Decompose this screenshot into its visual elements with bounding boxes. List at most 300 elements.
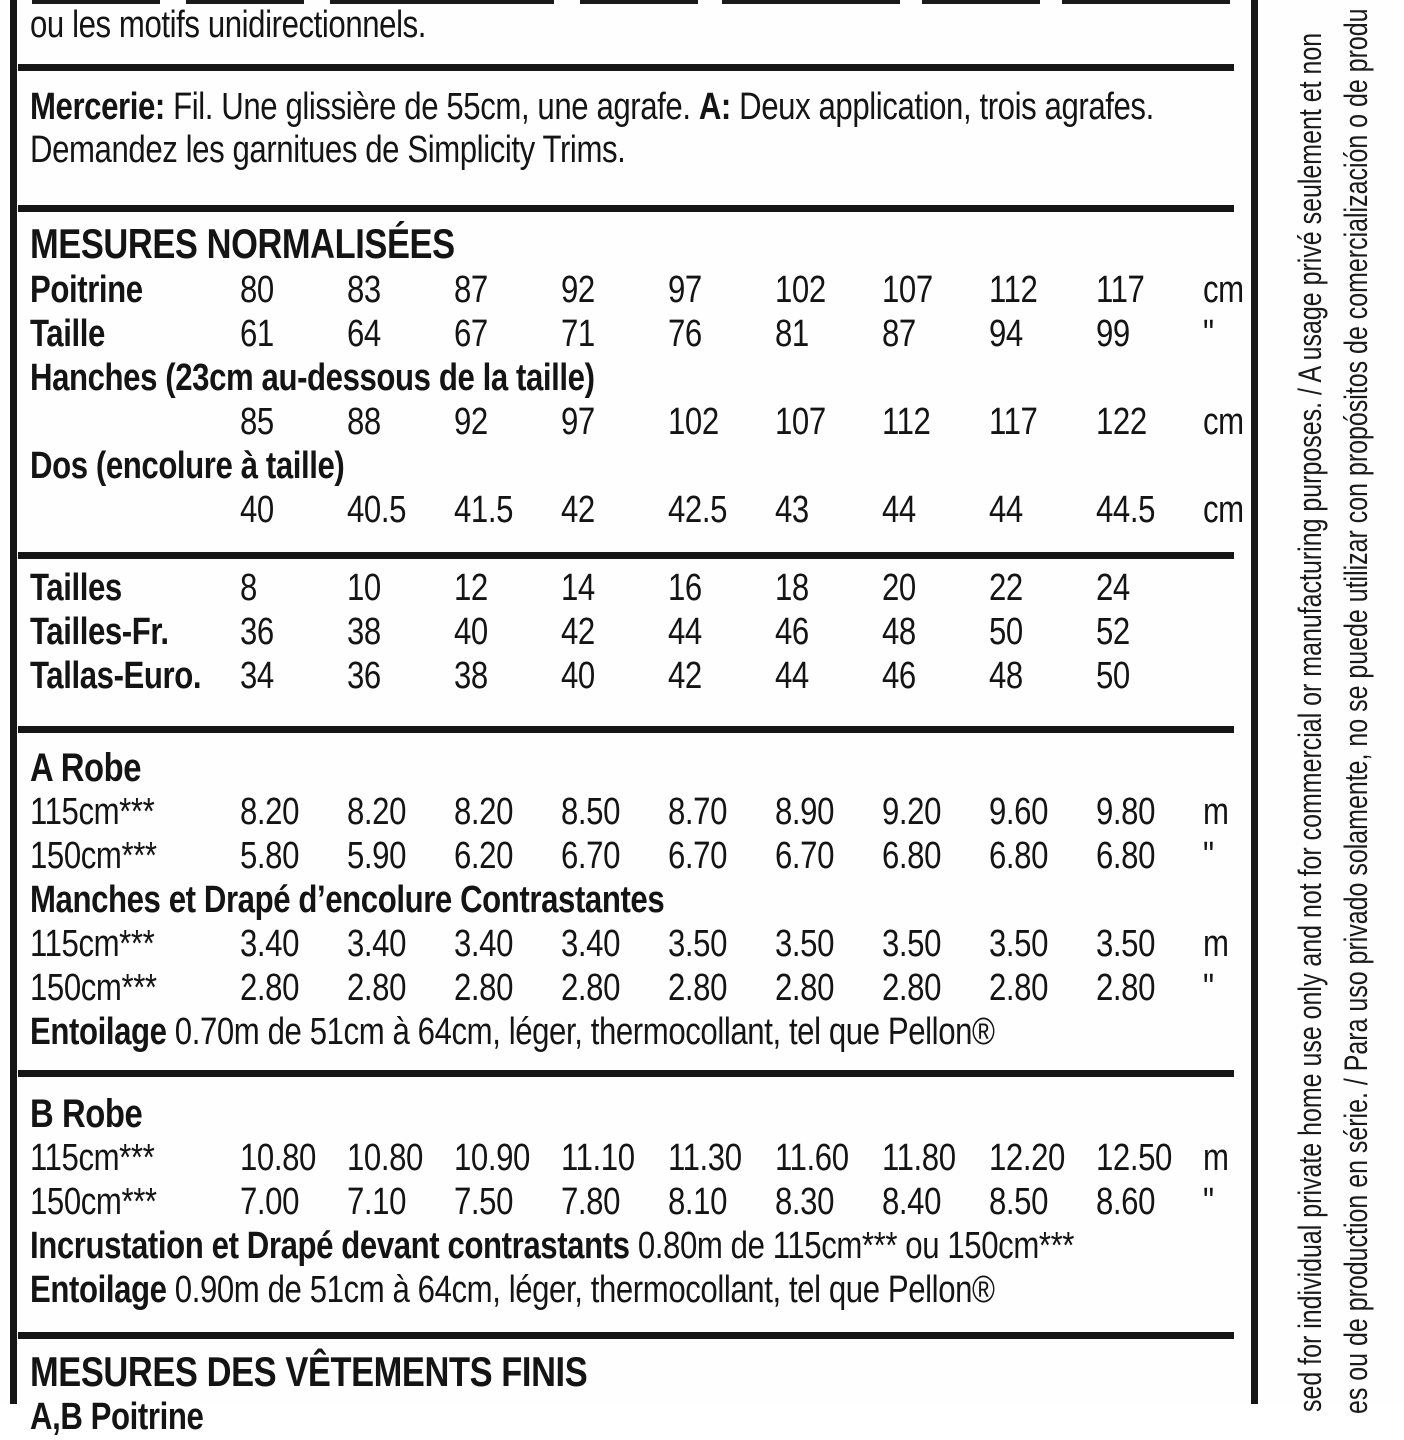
cell-text: 6.70 [561, 834, 621, 877]
horizontal-rule-2 [18, 205, 1234, 212]
cell-text: 8.20 [240, 790, 300, 833]
standard-measurements-title [30, 220, 1240, 268]
usage-notice-line-2: es ou de production en série. / Para uso privado solamente, no se puede utilizar con propósitos de comercialización o de produ [1338, 8, 1374, 1414]
value-cell [454, 401, 561, 444]
value-cell [989, 567, 1096, 610]
row-heading: Hanches (23cm au-dessous de la taille) [30, 356, 595, 399]
value-cell [1096, 967, 1203, 1010]
cell-text: m [1203, 1136, 1229, 1179]
sizes-table [30, 566, 1240, 698]
cell-text: 8.10 [668, 1180, 728, 1223]
table-row [30, 488, 1244, 532]
value-cell [882, 835, 989, 878]
cell-text: 36 [347, 654, 381, 697]
value-cell [1096, 313, 1203, 356]
table-row [30, 966, 1240, 1010]
notions-label: Mercerie: [30, 86, 165, 128]
cell-text: 38 [454, 654, 488, 697]
table-row [30, 400, 1244, 444]
value-cell [561, 313, 668, 356]
value-cell [668, 1137, 775, 1180]
row-label [30, 835, 240, 878]
cell-text: 3.50 [989, 922, 1049, 965]
unit-cell [1203, 611, 1240, 654]
cell-text: 2.80 [454, 966, 514, 1009]
cell-text: 36 [240, 610, 274, 653]
cell-text: 6.80 [989, 834, 1049, 877]
table-row [30, 1180, 1240, 1224]
value-cell [989, 313, 1096, 356]
cell-text: Tailles [30, 566, 122, 609]
value-cell [347, 1137, 454, 1180]
cell-text: 83 [347, 268, 381, 311]
unit-cell [1203, 401, 1253, 444]
value-cell [668, 923, 775, 966]
cell-text: 64 [347, 312, 381, 355]
unit-cell [1203, 923, 1240, 966]
value-cell [989, 489, 1096, 532]
cell-text: 8.90 [775, 790, 835, 833]
cell-text: 10.80 [347, 1136, 423, 1179]
cell-text: 5.80 [240, 834, 300, 877]
cell-text: 6.80 [1096, 834, 1156, 877]
value-cell [347, 401, 454, 444]
row-label [30, 1137, 240, 1180]
value-cell [240, 835, 347, 878]
row-label [30, 269, 240, 312]
interfacing-label: Entoilage [30, 1268, 167, 1311]
value-cell [668, 1181, 775, 1224]
value-cell [561, 655, 668, 698]
value-cell [454, 835, 561, 878]
cell-text: " [1203, 312, 1214, 355]
table-row [30, 1136, 1240, 1180]
cell-text: " [1203, 834, 1214, 877]
value-cell [454, 269, 561, 312]
cell-text: Poitrine [30, 268, 143, 311]
row-label [30, 655, 240, 698]
value-cell [882, 401, 989, 444]
fabric-a-interfacing-note [30, 1010, 1240, 1054]
cell-text: 40 [240, 488, 274, 531]
value-cell [561, 611, 668, 654]
cell-text: 2.80 [882, 966, 942, 1009]
value-cell [882, 1181, 989, 1224]
cell-text: 8.30 [775, 1180, 835, 1223]
value-cell [775, 1181, 882, 1224]
horizontal-rule-3 [18, 552, 1234, 559]
cell-text: 115cm*** [30, 790, 155, 833]
unit-cell [1203, 1137, 1240, 1180]
table-row [30, 268, 1244, 312]
cell-text: 9.20 [882, 790, 942, 833]
value-cell [347, 835, 454, 878]
top-partial-paragraph [30, 4, 1240, 47]
finished-garments-title-text: MESURES DES VÊTEMENTS FINIS [30, 1348, 588, 1395]
value-cell [775, 401, 882, 444]
cell-text: m [1203, 922, 1229, 965]
value-cell [561, 923, 668, 966]
cell-text: 67 [454, 312, 488, 355]
cell-text: 8 [240, 566, 257, 609]
inlay-label: Incrustation et Drapé devant contrastants [30, 1224, 630, 1267]
notions-line2: Demandez les garnitues de Simplicity Trims. [30, 129, 626, 171]
table-row [30, 922, 1240, 966]
cell-text: 99 [1096, 312, 1130, 355]
cell-text: 3.40 [454, 922, 514, 965]
finished-garments-section [30, 1348, 1240, 1440]
cell-text: 2.80 [1096, 966, 1156, 1009]
cell-text: 24 [1096, 566, 1130, 609]
cell-text: 8.60 [1096, 1180, 1156, 1223]
value-cell [775, 835, 882, 878]
cell-text: 117 [989, 400, 1038, 443]
row-heading: Manches et Drapé d’encolure Contrastantes [30, 878, 665, 921]
cell-text: 3.50 [882, 922, 942, 965]
value-cell [989, 1137, 1096, 1180]
value-cell [775, 967, 882, 1010]
cell-text: 92 [561, 268, 595, 311]
cell-text: 44 [989, 488, 1023, 531]
fabric-b-title [30, 1092, 1240, 1136]
cell-text: 117 [1096, 268, 1145, 311]
row-heading: Dos (encolure à taille) [30, 444, 345, 487]
unit-cell [1203, 655, 1240, 698]
cell-text: 14 [561, 566, 595, 609]
value-cell [668, 967, 775, 1010]
value-cell [347, 567, 454, 610]
value-cell [347, 313, 454, 356]
row-label [30, 489, 240, 532]
value-cell [989, 835, 1096, 878]
finished-garments-partial-row [30, 1396, 1240, 1440]
cell-text: 16 [668, 566, 702, 609]
cell-text: Tallas-Euro. [30, 654, 202, 697]
value-cell [668, 401, 775, 444]
cell-text: 80 [240, 268, 274, 311]
cell-text: cm [1203, 400, 1244, 443]
value-cell [240, 313, 347, 356]
cell-text: 46 [882, 654, 916, 697]
horizontal-rule-1 [18, 64, 1234, 71]
cell-text: 42 [561, 610, 595, 653]
unit-cell [1203, 489, 1253, 532]
left-page-border [10, 0, 17, 1404]
right-page-border [1251, 0, 1258, 1404]
cell-text: 81 [775, 312, 809, 355]
cell-text: 97 [668, 268, 702, 311]
cell-text: 40 [454, 610, 488, 653]
table-row [30, 610, 1240, 654]
cell-text: 38 [347, 610, 381, 653]
cell-text: 112 [989, 268, 1038, 311]
value-cell [775, 489, 882, 532]
value-cell [561, 835, 668, 878]
value-cell [454, 567, 561, 610]
cell-text: 44 [668, 610, 702, 653]
cell-text: 150cm*** [30, 1180, 157, 1223]
table-subheading-row [30, 878, 1240, 922]
fabric-a-interfacing-text [30, 1011, 995, 1054]
value-cell [454, 611, 561, 654]
cell-text: 7.80 [561, 1180, 621, 1223]
value-cell [561, 567, 668, 610]
cell-text: 11.60 [775, 1136, 849, 1179]
value-cell [240, 923, 347, 966]
unit-cell [1203, 269, 1253, 312]
value-cell [668, 489, 775, 532]
value-cell [454, 489, 561, 532]
cell-text: 18 [775, 566, 809, 609]
value-cell [882, 1137, 989, 1180]
cell-text: 10.90 [454, 1136, 530, 1179]
fabric-b-title-text: B Robe [30, 1091, 143, 1136]
value-cell [347, 967, 454, 1010]
value-cell [1096, 1137, 1203, 1180]
cell-text: 3.50 [1096, 922, 1156, 965]
cell-text: 112 [882, 400, 931, 443]
value-cell [240, 567, 347, 610]
value-cell [989, 269, 1096, 312]
value-cell [561, 1181, 668, 1224]
cell-text: 48 [989, 654, 1023, 697]
value-cell [1096, 1181, 1203, 1224]
horizontal-rule-6 [18, 1332, 1234, 1339]
cell-text: 71 [561, 312, 595, 355]
value-cell [240, 489, 347, 532]
cell-text: 87 [454, 268, 488, 311]
value-cell [882, 489, 989, 532]
fabric-b-table [30, 1136, 1240, 1224]
row-label [30, 791, 240, 834]
cell-text: cm [1203, 268, 1244, 311]
cell-text: 97 [561, 400, 595, 443]
unit-cell [1203, 1181, 1240, 1224]
cell-text: 88 [347, 400, 381, 443]
table-row [30, 654, 1240, 698]
cell-text: 92 [454, 400, 488, 443]
cell-text: 115cm*** [30, 922, 155, 965]
cell-text: 43 [775, 488, 809, 531]
notions-text-2: Deux application, trois agrafes. [730, 86, 1154, 128]
cell-text: 50 [989, 610, 1023, 653]
value-cell [775, 313, 882, 356]
value-cell [454, 967, 561, 1010]
cell-text: 20 [882, 566, 916, 609]
value-cell [240, 269, 347, 312]
value-cell [1096, 835, 1203, 878]
value-cell [240, 401, 347, 444]
cell-text: 115cm*** [30, 1136, 155, 1179]
cell-text: 2.80 [347, 966, 407, 1009]
cell-text: 46 [775, 610, 809, 653]
cell-text: 44.5 [1096, 488, 1156, 531]
value-cell [775, 923, 882, 966]
cell-text: 40 [561, 654, 595, 697]
fabric-b-section [30, 1092, 1240, 1312]
unit-cell [1203, 791, 1240, 834]
value-cell [240, 611, 347, 654]
unit-cell [1203, 567, 1240, 610]
cell-text: 7.10 [347, 1180, 407, 1223]
value-cell [240, 1181, 347, 1224]
value-cell [989, 1181, 1096, 1224]
value-cell [668, 835, 775, 878]
table-subheading-row [30, 356, 1240, 400]
standard-measurements-section [30, 220, 1244, 532]
value-cell [454, 923, 561, 966]
fabric-b-interfacing-text [30, 1269, 995, 1312]
value-cell [1096, 791, 1203, 834]
cell-text: 6.70 [668, 834, 728, 877]
value-cell [454, 1137, 561, 1180]
cell-text: 2.80 [240, 966, 300, 1009]
row-label [30, 967, 240, 1010]
cell-text: 44 [775, 654, 809, 697]
standard-measurements-table [30, 268, 1244, 532]
cell-text: 9.80 [1096, 790, 1156, 833]
cell-text: 102 [668, 400, 719, 443]
cell-text: 3.50 [668, 922, 728, 965]
notions-paragraph [30, 86, 1240, 172]
cell-text: 122 [1096, 400, 1147, 443]
row-label [30, 611, 240, 654]
value-cell [347, 611, 454, 654]
fabric-b-inlay-note [30, 1224, 1240, 1268]
value-cell [347, 923, 454, 966]
cell-text: 6.20 [454, 834, 514, 877]
cell-text: 9.60 [989, 790, 1049, 833]
value-cell [668, 269, 775, 312]
value-cell [989, 401, 1096, 444]
value-cell [240, 655, 347, 698]
cell-text: 11.80 [882, 1136, 956, 1179]
top-partial-text: ou les motifs unidirectionnels. [30, 4, 427, 46]
table-row [30, 312, 1240, 356]
value-cell [561, 401, 668, 444]
fabric-a-title-text: A Robe [30, 745, 142, 790]
cell-text: 8.40 [882, 1180, 942, 1223]
value-cell [1096, 269, 1203, 312]
value-cell [454, 313, 561, 356]
cell-text: 48 [882, 610, 916, 653]
cell-text: 8.70 [668, 790, 728, 833]
cell-text: Taille [30, 312, 105, 355]
cell-text: 11.10 [561, 1136, 635, 1179]
value-cell [989, 655, 1096, 698]
value-cell [668, 611, 775, 654]
value-cell [561, 791, 668, 834]
value-cell [1096, 489, 1203, 532]
cell-text: 41.5 [454, 488, 514, 531]
table-row [30, 790, 1240, 834]
cell-text: " [1203, 1180, 1214, 1223]
value-cell [347, 489, 454, 532]
value-cell [347, 269, 454, 312]
fabric-a-section [30, 746, 1240, 1054]
value-cell [668, 655, 775, 698]
value-cell [882, 313, 989, 356]
cell-text: 40.5 [347, 488, 407, 531]
row-label [30, 313, 240, 356]
inlay-spec: 0.80m de 115cm*** ou 150cm*** [629, 1224, 1075, 1267]
unit-cell [1203, 835, 1240, 878]
cell-text: 2.80 [989, 966, 1049, 1009]
value-cell [1096, 611, 1203, 654]
value-cell [1096, 655, 1203, 698]
value-cell [882, 923, 989, 966]
value-cell [561, 967, 668, 1010]
cell-text: 3.40 [561, 922, 621, 965]
cell-text: 10.80 [240, 1136, 316, 1179]
cell-text: 44 [882, 488, 916, 531]
cell-text: 10 [347, 566, 381, 609]
cell-text: 8.20 [347, 790, 407, 833]
value-cell [454, 655, 561, 698]
value-cell [240, 967, 347, 1010]
value-cell [882, 791, 989, 834]
cell-text: 6.70 [775, 834, 835, 877]
row-label [30, 923, 240, 966]
value-cell [1096, 923, 1203, 966]
value-cell [454, 791, 561, 834]
value-cell [775, 611, 882, 654]
cell-text: 12 [454, 566, 488, 609]
value-cell [882, 567, 989, 610]
value-cell [668, 791, 775, 834]
notions-text-1: Fil. Une glissière de 55cm, une agrafe. [164, 86, 699, 128]
cell-text: 6.80 [882, 834, 942, 877]
cell-text: 2.80 [775, 966, 835, 1009]
cell-text: 12.20 [989, 1136, 1065, 1179]
cell-text: 34 [240, 654, 274, 697]
row-label [30, 401, 240, 444]
value-cell [347, 655, 454, 698]
cell-text: 107 [882, 268, 933, 311]
value-cell [1096, 401, 1203, 444]
view-a-label: A: [698, 86, 731, 128]
value-cell [240, 791, 347, 834]
sizes-section [30, 566, 1240, 698]
value-cell [775, 791, 882, 834]
cell-text: 61 [240, 312, 274, 355]
horizontal-rule-4 [18, 726, 1234, 733]
cell-text: 3.40 [240, 922, 300, 965]
value-cell [347, 791, 454, 834]
interfacing-spec: 0.70m de 51cm à 64cm, léger, thermocollant, tel que Pellon® [166, 1010, 995, 1053]
cell-text: 7.00 [240, 1180, 300, 1223]
table-subheading-row [30, 444, 1240, 488]
value-cell [561, 1137, 668, 1180]
fabric-a-title [30, 746, 1240, 790]
interfacing-label: Entoilage [30, 1010, 167, 1053]
cell-text: 85 [240, 400, 274, 443]
value-cell [989, 791, 1096, 834]
table-row [30, 566, 1240, 610]
cell-text: 7.50 [454, 1180, 514, 1223]
row-label [30, 567, 240, 610]
value-cell [1096, 567, 1203, 610]
value-cell [240, 1137, 347, 1180]
cell-text: 8.20 [454, 790, 514, 833]
value-cell [775, 655, 882, 698]
finished-garments-title [30, 1348, 1240, 1396]
cell-text: cm [1203, 488, 1244, 531]
value-cell [989, 611, 1096, 654]
horizontal-rule-5 [18, 1070, 1234, 1077]
value-cell [668, 567, 775, 610]
cell-text: 150cm*** [30, 966, 157, 1009]
